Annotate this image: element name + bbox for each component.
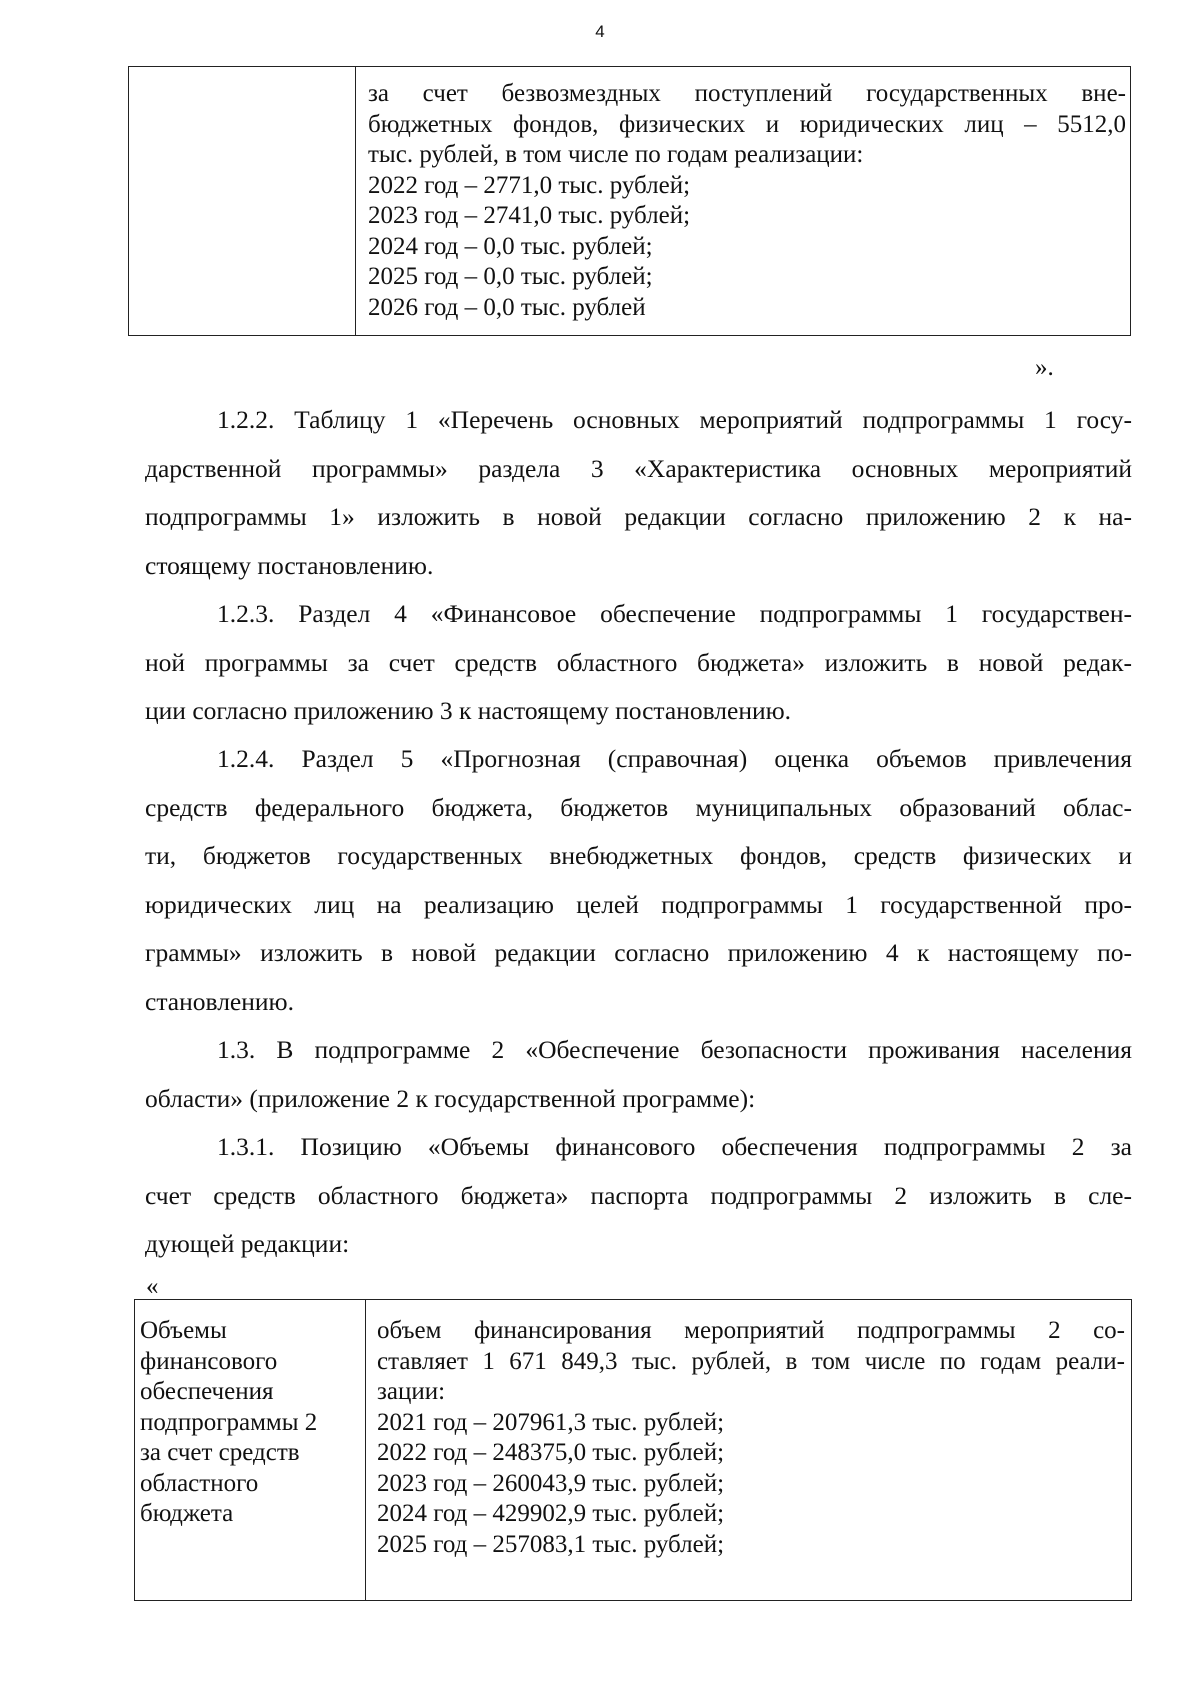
cell-line: 2024 год – 0,0 тыс. рублей;: [368, 232, 653, 260]
paragraph-line: 1.2.2. Таблицу 1 «Перечень основных мероприятий подпрограммы 1 госу-: [217, 405, 1132, 434]
table-row: [129, 67, 1131, 336]
paragraph-line: 1.3. В подпрограмме 2 «Обеспечение безопасности проживания населения: [217, 1035, 1132, 1064]
cell-line: 2024 год – 429902,9 тыс. рублей;: [377, 1500, 725, 1527]
paragraph-line: становлению.: [145, 986, 294, 1016]
paragraph-1-3: [145, 1026, 1132, 1123]
cell-line: 2022 год – 248375,0 тыс. рублей;: [377, 1439, 725, 1466]
cell-line: за счет безвозмездных поступлений государственных вне-: [368, 80, 1126, 107]
table-left-cell: [135, 1300, 366, 1601]
page-number: 4: [595, 22, 605, 41]
cell-line: бюджетных фондов, физических и юридических лиц – 5512,0: [368, 110, 1126, 138]
paragraph-line: стоящему постановлению.: [145, 550, 434, 580]
paragraph-line: дарственной программы» раздела 3 «Характеристика основных мероприятий: [145, 453, 1132, 483]
paragraph-1-2-3: [145, 590, 1132, 736]
paragraph-line: средств федерального бюджета, бюджетов муниципальных образований облас-: [145, 792, 1132, 822]
table-right-cell: [356, 67, 1131, 336]
funding-table: [134, 1299, 1132, 1601]
cell-line: финансового: [140, 1347, 278, 1375]
cell-line: 2025 год – 257083,1 тыс. рублей;: [377, 1530, 725, 1558]
paragraph-line: ти, бюджетов государственных внебюджетных фондов, средств физических и: [145, 841, 1132, 870]
cell-line: 2021 год – 207961,3 тыс. рублей;: [377, 1408, 725, 1436]
paragraph-line: 1.2.3. Раздел 4 «Финансовое обеспечение подпрограммы 1 государствен-: [217, 599, 1132, 628]
cell-line: 2025 год – 0,0 тыс. рублей;: [368, 263, 653, 290]
opening-quote: «: [146, 1273, 159, 1300]
cell-line: тыс. рублей, в том числе по годам реализации:: [368, 141, 864, 168]
cell-line: зации:: [377, 1378, 446, 1405]
paragraph-line: дующей редакции:: [145, 1229, 350, 1258]
cell-line: 2023 год – 2741,0 тыс. рублей;: [368, 202, 691, 229]
cell-line: 2022 год – 2771,0 тыс. рублей;: [368, 171, 691, 199]
cell-line: за счет средств: [140, 1439, 300, 1466]
paragraph-line: 1.3.1. Позицию «Объемы финансового обеспечения подпрограммы 2 за: [217, 1132, 1132, 1161]
paragraph-line: подпрограммы 1» изложить в новой редакции согласно приложению 2 к на-: [145, 502, 1132, 531]
cell-line: объем финансирования мероприятий подпрограммы 2 со-: [377, 1317, 1125, 1344]
cell-line: бюджета: [140, 1500, 234, 1527]
paragraph-line: ной программы за счет средств областного бюджета» изложить в новой редак-: [145, 647, 1132, 677]
paragraph-line: юридических лиц на реализацию целей подпрограммы 1 государственной про-: [145, 889, 1132, 919]
cell-line: ставляет 1 671 849,3 тыс. рублей, в том числе по годам реали-: [377, 1347, 1125, 1375]
paragraph-line: области» (приложение 2 к государственной программе):: [145, 1083, 756, 1113]
cell-line: Объемы: [140, 1317, 227, 1344]
cell-line: областного: [140, 1469, 259, 1497]
cell-line: подпрограммы 2: [140, 1408, 318, 1436]
table-right-cell: [366, 1300, 1132, 1601]
table-row: [135, 1300, 1132, 1601]
cell-line: 2026 год – 0,0 тыс. рублей: [368, 293, 646, 321]
funding-table-continued: [128, 66, 1131, 336]
table-left-cell: [129, 67, 356, 336]
cell-line: обеспечения: [140, 1378, 274, 1405]
closing-quote: ».: [1035, 354, 1054, 381]
paragraph-1-2-2: [145, 396, 1132, 590]
paragraph-line: 1.2.4. Раздел 5 «Прогнозная (справочная) оценка объемов привлечения: [217, 744, 1132, 773]
paragraph-line: граммы» изложить в новой редакции согласно приложению 4 к настоящему по-: [145, 938, 1132, 967]
paragraph-1-2-4: [145, 735, 1132, 1026]
paragraph-line: ции согласно приложению 3 к настоящему постановлению.: [145, 696, 792, 725]
cell-line: 2023 год – 260043,9 тыс. рублей;: [377, 1469, 725, 1497]
paragraph-line: счет средств областного бюджета» паспорта подпрограммы 2 изложить в сле-: [145, 1180, 1132, 1210]
paragraph-1-3-1: [145, 1123, 1132, 1269]
